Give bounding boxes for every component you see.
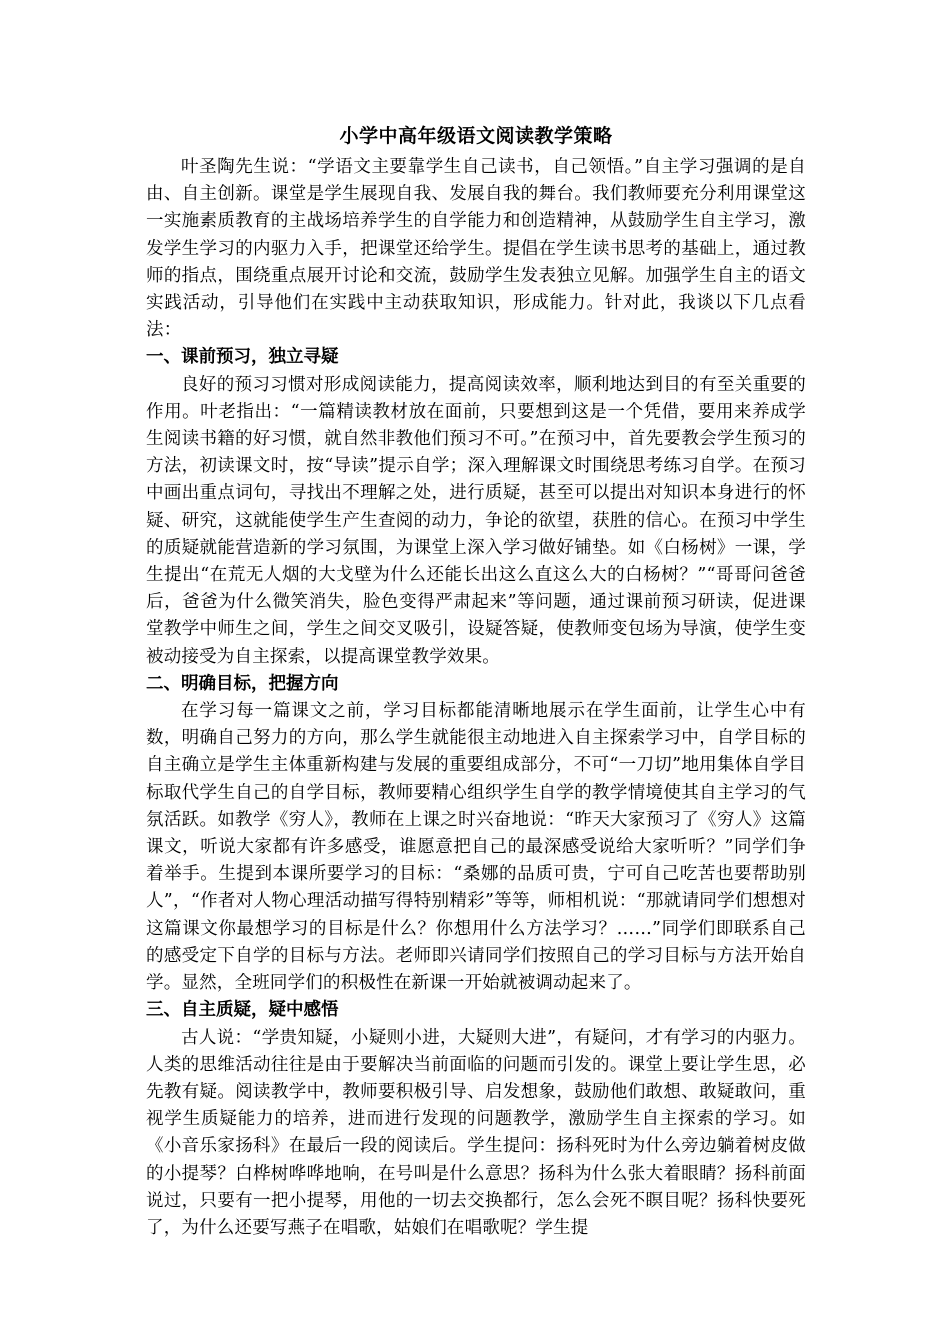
page-title: 小学中高年级语文阅读教学策略 [339, 125, 613, 147]
section-2 [146, 671, 806, 997]
document-page [146, 118, 806, 1242]
section-heading: 三、自主质疑，疑中感悟 [146, 1000, 339, 1021]
section-body: 良好的预习习惯对形成阅读能力，提高阅读效率，顺利地达到目的有至关重要的作用。叶老指出：“一篇精读教材放在面前，只要想到这是一个凭借，要用来养成学生阅读书籍的好习惯，就自然非教他们预习不可。”在预习中，首先要教会学生预习的方法，初读课文时，按“导读”提示自学；深入理解课文时围绕思考练习自学。在预习中画出重点词句，寻找出不理解之处，进行质疑，甚至可以提出对知识本身进行的怀疑、研究，这就能使学生产生查阅的动力，争论的欲望，获胜的信心。在预习中学生的质疑就能营造新的学习氛围，为课堂上深入学习做好铺垫。如《白杨树》一课，学生提出“在荒无人烟的大戈壁为什么还能长出这么直这么大的白杨树？”“哥哥问爸爸后，爸爸为什么微笑消失，脸色变得严肃起来”等问题，通过课前预习研读，促进课堂教学中师生之间，学生之间交叉吸引，设疑答疑，使教师变包场为导演，使学生变被动接受为自主探索，以提高课堂教学效果。 [146, 374, 806, 667]
section-3 [146, 997, 806, 1242]
intro-paragraph: 叶圣陶先生说：“学语文主要靠学生自己读书，自己领悟。”自主学习强调的是自由、自主创新。课堂是学生展现自我、发展自我的舞台。我们教师要充分利用课堂这一实施素质教育的主战场培养学生的自学能力和创造精神，从鼓励学生自主学习，激发学生学习的内驱力入手，把课堂还给学生。提倡在学生读书思考的基础上，通过教师的指点，围绕重点展开讨论和交流，鼓励学生发表独立见解。加强学生自主的语文实践活动，引导他们在实践中主动获取知识，形成能力。针对此，我谈以下几点看法： [146, 157, 806, 341]
section-body: 古人说：“学贵知疑，小疑则小进，大疑则大进”，有疑问，才有学习的内驱力。人类的思维活动往往是由于要解决当前面临的问题而引发的。课堂上要让学生思，必先教有疑。阅读教学中，教师要积极引导、启发想象，鼓励他们敢想、敢疑敢问，重视学生质疑能力的培养，进而进行发现的问题教学，激励学生自主探索的学习。如《小音乐家扬科》在最后一段的阅读后。学生提问：扬科死时为什么旁边躺着树皮做的小提琴？白桦树哗哗地响，在号叫是什么意思？扬科为什么张大着眼睛？扬科前面说过，只要有一把小提琴，用他的一切去交换都行，怎么会死不瞑目呢？扬科快要死了，为什么还要写燕子在唱歌，姑娘们在唱歌呢？学生提 [146, 1027, 806, 1238]
section-heading: 二、明确目标，把握方向 [146, 673, 339, 694]
section-1 [146, 344, 806, 670]
section-heading: 一、课前预习，独立寻疑 [146, 347, 339, 368]
section-body: 在学习每一篇课文之前，学习目标都能清晰地展示在学生面前，让学生心中有数，明确自己努力的方向，那么学生就能很主动地进入自主探索学习中，自学目标的自主确立是学生主体重新构建与发展的重要组成部分，不可“一刀切”地用集体自学目标取代学生自己的自学目标，教师要精心组织学生自学的教学情境使其自主学习的气氛活跃。如教学《穷人》，教师在上课之时兴奋地说：“昨天大家预习了《穷人》这篇课文，听说大家都有许多感受，谁愿意把自己的最深感受说给大家听听？”同学们争着举手。生提到本课所要学习的目标：“桑娜的品质可贵，宁可自己吃苦也要帮助别人”，“作者对人物心理活动描写得特别精彩”等等，师相机说：“那就请同学们想想对这篇课文你最想学习的目标是什么？你想用什么方法学习？……”同学们即联系自己的感受定下自学的目标与方法。老师即兴请同学们按照自己的学习目标与方法开始自学。显然，全班同学们的积极性在新课一开始就被调动起来了。 [146, 701, 806, 994]
